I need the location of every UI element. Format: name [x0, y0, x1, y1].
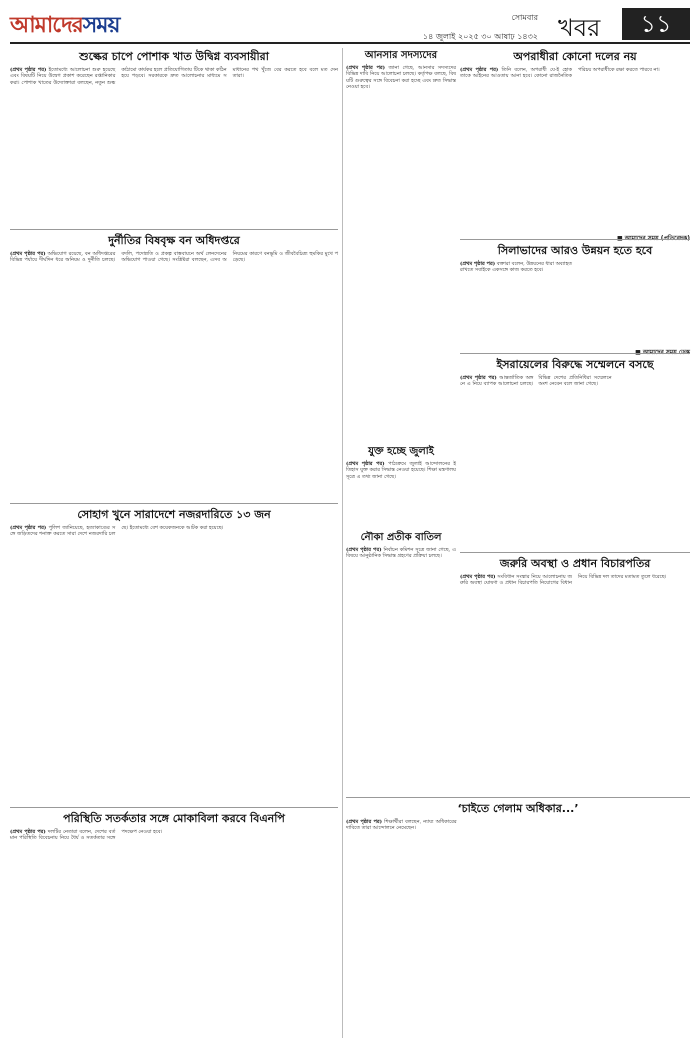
article-headline: আনসার সদস্যদের — [364, 50, 438, 61]
article-body: (প্রথম পৃষ্ঠার পর) অভিযোগ রয়েছে, বন অধিদপ্তরের বিভিন্ন পর্যায়ে দীর্ঘদিন ধরে অনিয়ম ও দুর্নীতি চলছে। বদলি, পদোন্নতি ও প্রকল্প বাস্তবায়নে অর্থ লেনদেনের অভিযোগ পাওয়া গেছে। সংশ্লিষ্টরা বলছেন, এসব অনিয়মের কারণে বনভূমি ও জীববৈচিত্র্য হুমকির মুখে পড়েছে। — [10, 251, 338, 264]
article-body: (প্রথম পৃষ্ঠার পর) তিনি বলেন, অপরাধী যে-ই হোক তাকে আইনের আওতায় আনা হবে। কোনো রাজনৈতিক পরিচয় অপরাধীকে রক্ষা করতে পারবে না। — [460, 67, 660, 80]
dateline — [398, 12, 538, 44]
article-israel-conference — [460, 356, 690, 551]
page-number: ১১ — [622, 8, 690, 40]
divider — [460, 552, 690, 553]
article-body: (প্রথম পৃষ্ঠার পর) ইতোমধ্যে আলোচনা শুরু হয়েছে এবং বিষয়টি নিয়ে উদ্বেগ প্রকাশ করেছেন রপ্তানিকারকরা। পোশাক খাতের উদ্যোক্তারা বলছেন, নতুন শুল্ক কাঠামো কার্যকর হলে প্রতিযোগিতায় টিকে থাকা কঠিন হয়ে পড়বে। সরকারকে দ্রুত আলোচনার মাধ্যমে সমাধানের পথ খুঁজে বের করতে হবে বলে মত দেন তারা। — [10, 67, 338, 86]
weekday: সোমবার — [511, 13, 538, 22]
article-body: (প্রথম পৃষ্ঠার পর) নির্বাচন কমিশন সূত্রে জানা গেছে, এ বিষয়ে আনুষ্ঠানিক সিদ্ধান্ত গ্রহণের প্রক্রিয়া চলছে। — [346, 547, 456, 560]
article-sohag-murder — [10, 506, 338, 806]
article-headline: জরুরি অবস্থা ও প্রধান বিচারপতির — [499, 557, 651, 570]
article-body: (প্রথম পৃষ্ঠার পর) জানা গেছে, আনসার সদস্যদের বিভিন্ন দাবি নিয়ে আলোচনা চলছে। কর্তৃপক্ষ বলছে, বিষয়টি গুরুত্বের সঙ্গে বিবেচনা করা হচ্ছে এবং দ্রুত সিদ্ধান্ত নেওয়া হবে। — [346, 65, 456, 91]
article-body: (প্রথম পৃষ্ঠার পর) আন্তর্জাতিক অঙ্গনে এ নিয়ে ব্যাপক আলোচনা চলছে। বিভিন্ন দেশের প্রতিনিধিরা সম্মেলনে অংশ নেবেন বলে জানা গেছে। — [460, 375, 612, 388]
article-headline: অপরাধীরা কোনো দলের নয় — [513, 50, 637, 63]
article-body: (প্রথম পৃষ্ঠার পর) পাঠ্যক্রমে জুলাই আন্দোলনের ইতিহাস যুক্ত করার সিদ্ধান্ত নেওয়া হয়েছে। শিক্ষা মন্ত্রণালয় সূত্রে এ তথ্য জানা গেছে। — [346, 461, 457, 480]
article-headline: নৌকা প্রতীক বাতিল — [360, 532, 442, 543]
article-headline: ‘চাইতে গেলাম অধিকার...’ — [457, 802, 579, 815]
masthead — [10, 8, 690, 44]
divider — [460, 353, 690, 354]
divider — [10, 807, 338, 808]
article-headline: ইসরায়েলের বিরুদ্ধে সম্মেলনে বসছে — [496, 358, 654, 371]
divider — [10, 229, 338, 230]
divider — [460, 239, 690, 240]
section-title: খবর — [558, 14, 601, 42]
column-divider — [342, 48, 343, 1038]
article-headline: সোহাগ খুনে সারাদেশে নজরদারিতে ১৩ জন — [77, 508, 271, 521]
article-emergency-chief-justice — [460, 555, 690, 795]
newspaper-logo: আমাদেরসময় — [10, 13, 120, 38]
article-demanding-rights — [346, 800, 690, 1040]
article-criminals-no-party — [460, 48, 690, 238]
article-body: (প্রথম পৃষ্ঠার পর) শিক্ষার্থীরা বলছেন, ন্যায্য অধিকারের দাবিতে তারা আন্দোলনে নেমেছেন। — [346, 819, 457, 832]
article-garment-tariff — [10, 48, 338, 228]
article-development — [460, 242, 690, 352]
divider — [10, 503, 338, 504]
article-body: (প্রথম পৃষ্ঠার পর) পুলিশ জানিয়েছে, হত্যাকাণ্ডের সঙ্গে জড়িতদের শনাক্ত করতে সারা দেশে নজরদারি চলছে। ইতোমধ্যে বেশ কয়েকজনকে আটক করা হয়েছে। — [10, 525, 224, 538]
article-body: (প্রথম পৃষ্ঠার পর) বক্তারা বলেন, উন্নয়নের ধারা অব্যাহত রাখতে সবাইকে একসঙ্গে কাজ করতে হবে। — [460, 261, 572, 274]
article-body: (প্রথম পৃষ্ঠার পর) সংবিধান সংস্কার নিয়ে আলোচনায় জরুরি অবস্থা ঘোষণা ও প্রধান বিচারপতি নিয়োগের বিধান নিয়ে বিভিন্ন দল তাদের মতামত তুলে ধরেছে। — [460, 574, 667, 587]
article-july-added — [346, 444, 456, 526]
article-headline: সিলাভাদের আরও উন্নয়ন হতে হবে — [497, 244, 653, 257]
article-ansar-members — [346, 48, 456, 440]
article-body: (প্রথম পৃষ্ঠার পর) দলটির নেতারা বলেন, দেশের বর্তমান পরিস্থিতি বিবেচনায় নিয়ে ধৈর্য ও সতর্কতার সঙ্গে পদক্ষেপ নেওয়া হবে। — [10, 829, 163, 842]
article-forest-corruption — [10, 232, 338, 502]
article-bnp-situation — [10, 810, 338, 1040]
article-headline: শুল্কের চাপে পোশাক খাত উদ্বিগ্ন ব্যবসায়ীরা — [79, 50, 269, 63]
divider — [346, 797, 690, 798]
article-headline: দুর্নীতির বিষবৃক্ষ বন অধিদপ্তরে — [108, 234, 240, 247]
article-headline: পরিস্থিতি সতর্কতার সঙ্গে মোকাবিলা করবে বিএনপি — [63, 812, 285, 825]
article-headline: যুক্ত হচ্ছে জুলাই — [368, 446, 434, 457]
issue-date: ১৪ জুলাই ২০২৫ ৩০ আষাঢ় ১৪৩২ — [422, 32, 538, 41]
article-boat-symbol-cancelled — [346, 530, 456, 795]
